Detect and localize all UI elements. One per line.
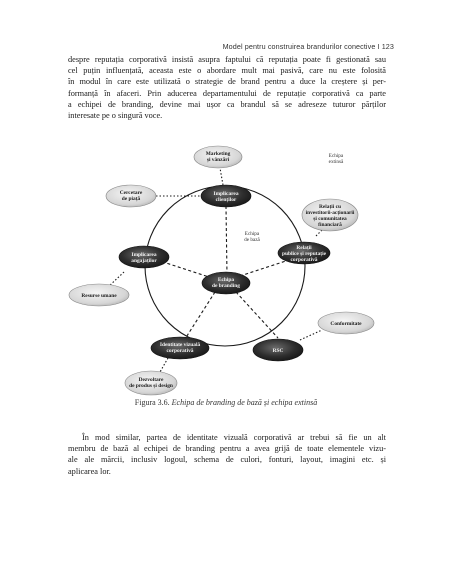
node-label: corporativă [290,257,318,263]
node-marketing-sales [194,146,242,168]
label-extended-team: Echipa [328,153,344,159]
node-label: investitorii-acționarii [305,210,355,216]
label-extended-team: extinsă [328,159,344,165]
core-team-circle [145,186,305,346]
paragraph-line: cel puțin influențată, aceasta este o abordare mult mai pasivă, care nu este folosită [68,66,386,76]
node-label: de produs și design [129,383,173,389]
node-label: de piață [121,196,141,202]
paragraph-line: aplicarea lor. [68,466,111,476]
node-label: publice și reputație [282,251,326,257]
node-label: Implicarea [131,252,157,258]
node-product-design [125,371,177,395]
node-label: Relații cu [318,204,342,210]
node-label: Conformitate [330,321,362,327]
paragraph-line: ale ale mărcii, inclusiv logoul, schema de culori, fonturi, layout, imagini etc. și [68,455,386,465]
node-visual-identity [151,337,209,359]
node-rsc [253,339,303,361]
node-label: clienților [215,197,237,203]
node-public-relations [278,242,330,264]
node-label: corporativă [166,348,194,354]
node-label: angajaților [131,258,157,264]
paragraph-line: membru de bază al echipei de branding pentru a avea grijă de toate elementele vizu- [68,444,386,454]
paragraph-line: în modul în care este utilizată o strategie de brand pentru a duce la creștere și per- [68,77,386,87]
node-client-engagement [201,185,251,207]
node-label: și comunitatea [313,216,347,222]
figure-title: Echipa de branding de bază și echipa extinsă [171,398,318,407]
node-label: Implicarea [213,191,239,197]
node-label: Identitate vizuală [159,342,201,348]
node-label: și vânzări [206,157,230,163]
paragraph-line: despre reputația corporativă insistă asupra faptului că reputația poate fi gestionată sau [68,55,386,64]
figure-caption [0,398,452,407]
node-label: Marketing [205,151,231,157]
paragraph-line: interesate pe o singură voce. [68,110,163,120]
node-investor-relations [302,199,358,231]
node-label: financiară [318,222,342,228]
node-label: RSC [272,348,284,354]
node-human-resources [69,284,129,306]
paragraph-line: formanță în afaceri. Prin aducerea departamentului de reputație corporativă ca parte [68,88,386,98]
paragraph-line: a echipei de branding, devine mai ușor ca brandul să se adreseze tuturor părților [68,99,386,109]
label-core-team: de bază [244,237,260,243]
node-label: Dezvoltare [138,377,164,383]
node-label: de branding [211,283,241,289]
node-label: Cercetare [119,190,143,196]
node-label: Echipa [217,277,235,283]
node-employee-engagement [119,246,169,268]
node-market-research [106,185,156,207]
node-label: Relații [296,245,312,251]
figure-number: Figura 3.6. [134,398,170,407]
node-compliance [318,312,374,334]
label-core-team: Echipa [244,231,260,237]
node-branding-team-center [202,272,250,294]
running-header: Model pentru construirea brandurilor conective I 123 [222,42,394,51]
paragraph-line: În mod similar, partea de identitate vizuală corporativă ar trebui să fie un alt [82,433,386,442]
paragraph-bottom [68,432,386,477]
node-label: Resurse umane [81,293,117,299]
